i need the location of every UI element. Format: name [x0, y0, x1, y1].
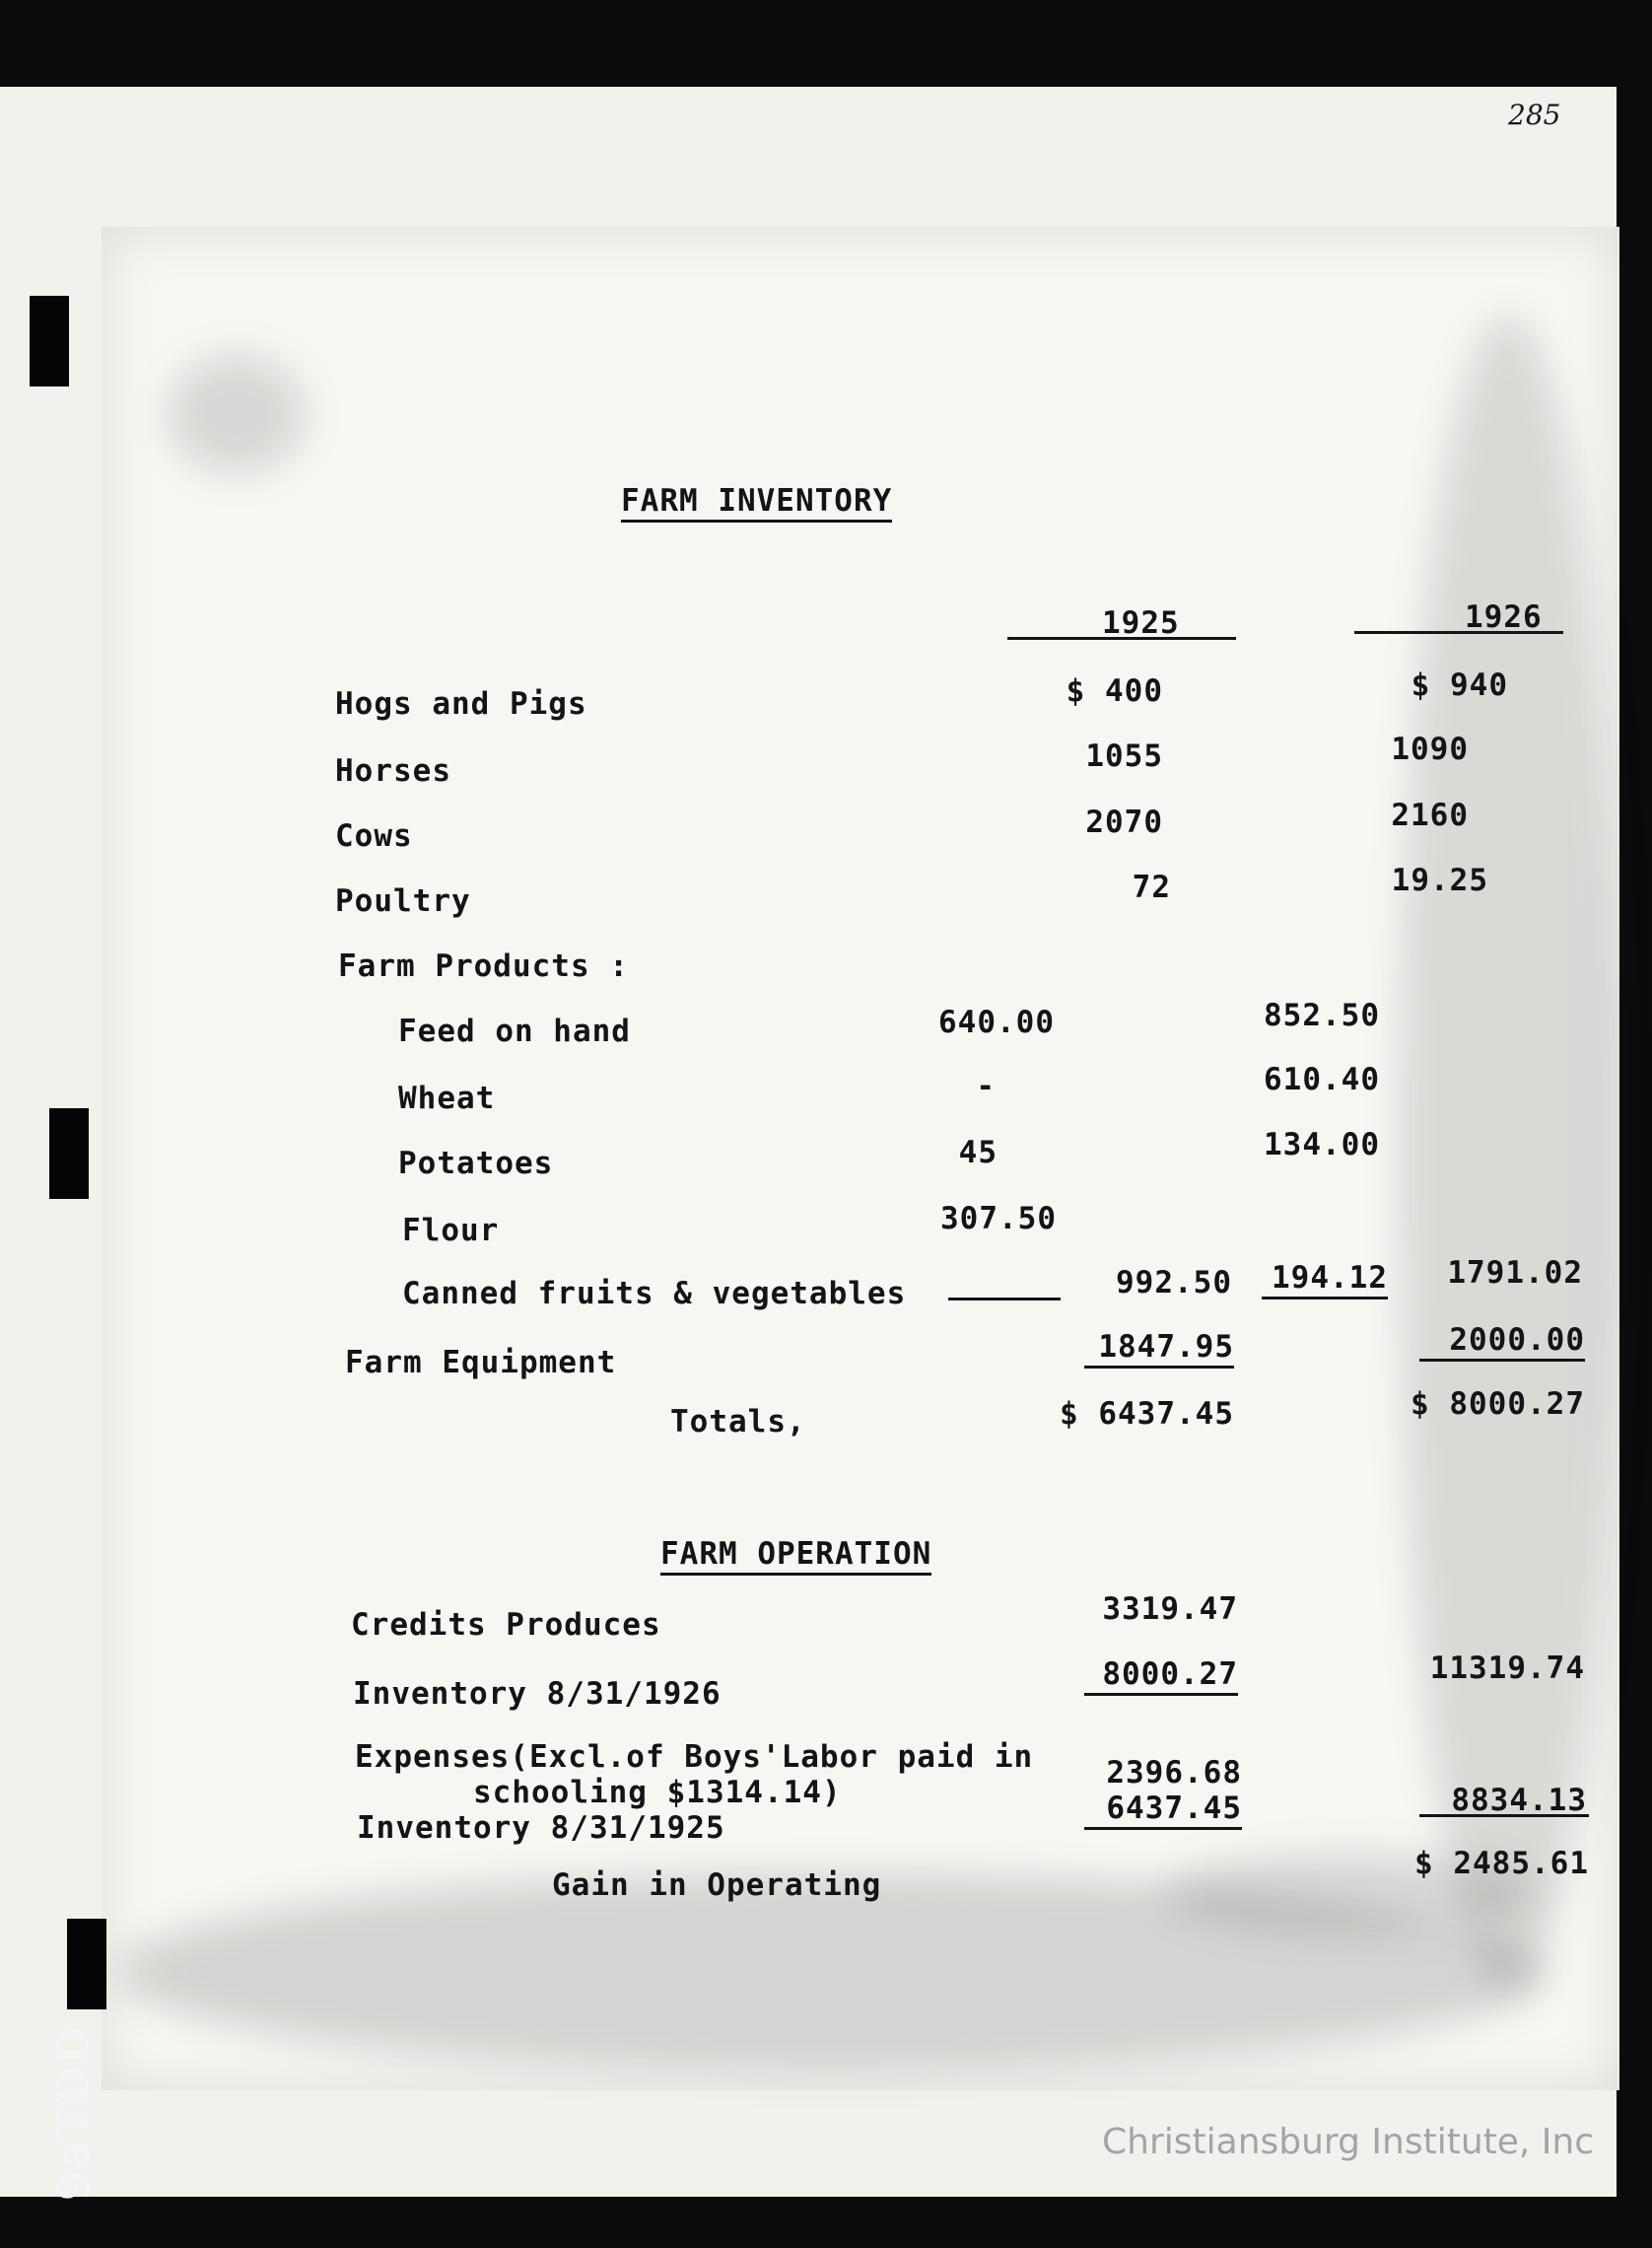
value-1925-hogs: $ 400: [1066, 673, 1163, 709]
sub-1925-flour: 307.50: [940, 1201, 1057, 1236]
credits-label: Credits Produces: [351, 1607, 661, 1643]
margin-tab: [30, 296, 69, 386]
value-1925-poultry: 72: [1132, 870, 1171, 905]
operation-sum-1: 11319.74: [1429, 1651, 1585, 1686]
inventory-title: FARM INVENTORY: [621, 483, 892, 523]
row-label-canned: Canned fruits & vegetables: [402, 1276, 907, 1311]
expenses-label-line2: schooling $1314.14): [473, 1775, 842, 1810]
value-1926-hogs: $ 940: [1411, 667, 1508, 703]
expenses-value: 2396.68: [1106, 1755, 1242, 1791]
value-1926-cows: 2160: [1391, 798, 1469, 833]
stain: [1400, 316, 1617, 1992]
margin-tab: [49, 1108, 89, 1199]
sub-1925-canned-blank-rule: [948, 1298, 1061, 1300]
side-code: 9aTDD: [49, 2024, 100, 2201]
page-number: 285: [1508, 99, 1561, 131]
sub-1925-wheat: -: [976, 1069, 996, 1104]
row-label-farm-products: Farm Products :: [338, 948, 629, 984]
sub-1926-canned: 194.12: [1262, 1260, 1388, 1300]
sub-1926-wheat: 610.40: [1264, 1062, 1380, 1097]
inventory-1926-label: Inventory 8/31/1926: [353, 1676, 722, 1712]
expenses-label-line1: Expenses(Excl.of Boys'Labor paid in: [355, 1739, 1034, 1775]
row-label-equipment: Farm Equipment: [345, 1345, 617, 1380]
value-1925-horses: 1055: [1085, 738, 1163, 774]
sub-1925-potatoes: 45: [958, 1135, 998, 1170]
value-1926-equipment: 2000.00: [1419, 1322, 1585, 1362]
row-label-horses: Horses: [335, 753, 451, 789]
inventory-1926-value: 8000.27: [1084, 1656, 1238, 1696]
sub-1925-feed: 640.00: [938, 1005, 1055, 1040]
value-1926-horses: 1090: [1391, 732, 1469, 767]
sub-1926-potatoes: 134.00: [1264, 1127, 1380, 1162]
watermark: Christiansburg Institute, Inc: [1102, 2122, 1595, 2162]
margin-tab: [67, 1919, 106, 2009]
operation-sum-2: 8834.13: [1451, 1783, 1587, 1818]
row-label-wheat: Wheat: [398, 1081, 496, 1116]
value-1925-equipment: 1847.95: [1084, 1329, 1234, 1369]
row-label-poultry: Poultry: [335, 883, 471, 919]
inventory-1925-value: 6437.45: [1084, 1791, 1242, 1830]
year-1926-header: 1926: [1465, 599, 1543, 635]
row-label-hogs: Hogs and Pigs: [335, 686, 587, 722]
row-label-potatoes: Potatoes: [398, 1146, 554, 1181]
value-1926-canned: 1791.02: [1447, 1255, 1583, 1291]
credits-value: 3319.47: [1102, 1591, 1238, 1627]
year-1925-header: 1925: [1102, 605, 1180, 641]
inventory-1925-label: Inventory 8/31/1925: [357, 1810, 725, 1846]
value-1926-totals: $ 8000.27: [1411, 1386, 1585, 1422]
operation-title: FARM OPERATION: [660, 1536, 931, 1576]
value-1925-totals: $ 6437.45: [1060, 1396, 1234, 1432]
totals-label: Totals,: [670, 1404, 806, 1440]
value-1926-poultry: 19.25: [1391, 863, 1488, 898]
gain-value: $ 2485.61: [1414, 1846, 1589, 1881]
row-label-cows: Cows: [335, 818, 413, 854]
row-label-feed: Feed on hand: [398, 1014, 631, 1049]
value-1925-canned: 992.50: [1116, 1265, 1232, 1300]
row-label-flour: Flour: [402, 1213, 500, 1248]
sub-1926-feed: 852.50: [1264, 998, 1380, 1033]
gain-label: Gain in Operating: [552, 1867, 882, 1903]
stain: [168, 355, 306, 473]
value-1925-cows: 2070: [1085, 805, 1163, 840]
